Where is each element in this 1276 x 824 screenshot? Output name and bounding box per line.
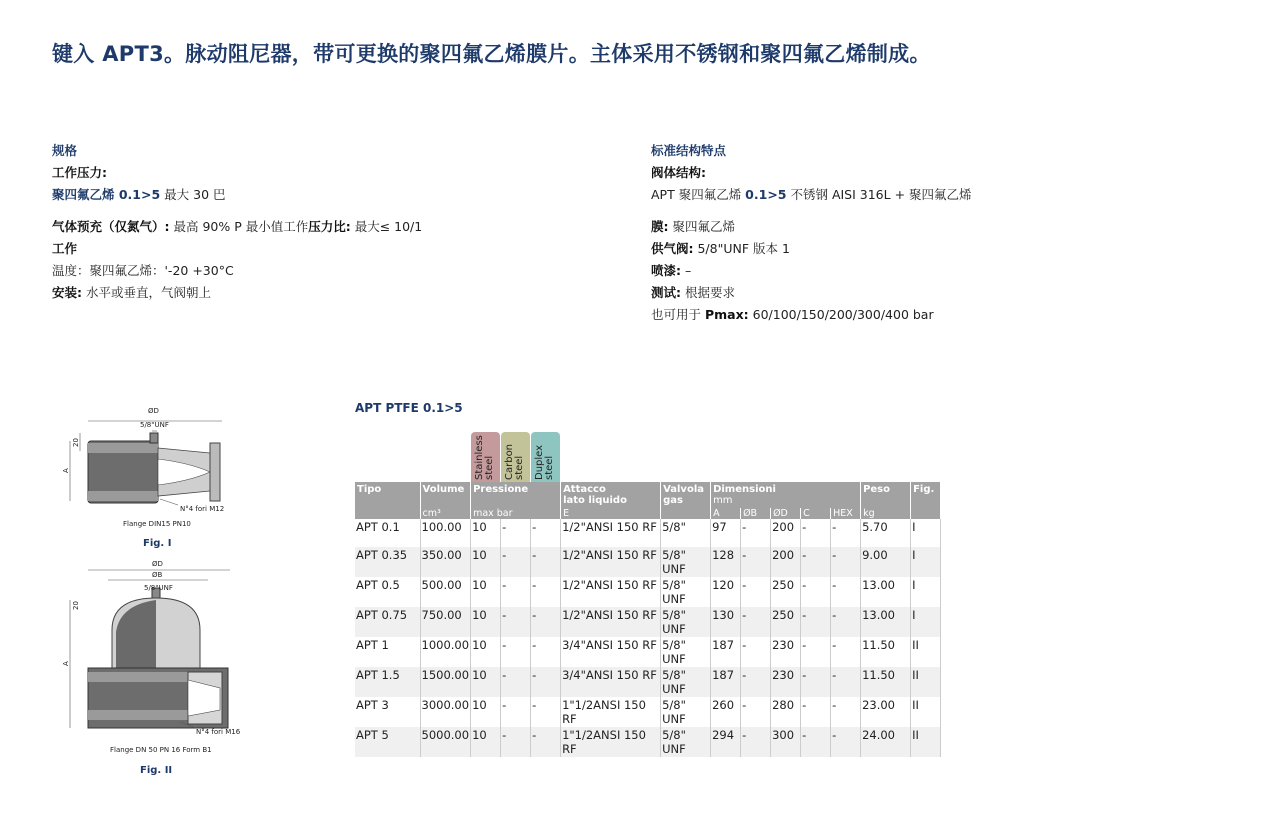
cell-attacco: 3/4"ANSI 150 RF	[561, 637, 661, 667]
cell-attacco: 1/2"ANSI 150 RF	[561, 547, 661, 577]
header-pressione: Pressione	[471, 482, 561, 508]
cell-fig: II	[911, 637, 941, 667]
cell-volume: 5000.00	[420, 727, 471, 757]
cell-valvola: 5/8" UNF	[661, 727, 711, 757]
cell-valvola: 5/8" UNF	[661, 697, 711, 727]
membrane-label: 膜:	[651, 219, 669, 234]
cell-hex: -	[831, 547, 861, 577]
cell-cc: -	[801, 607, 831, 637]
cell-od: 280	[771, 697, 801, 727]
cell-hex: -	[831, 727, 861, 757]
cell-valvola: 5/8" UNF	[661, 607, 711, 637]
cell-fig: I	[911, 547, 941, 577]
figure-2-drawing	[60, 560, 250, 760]
cell-valvola: 5/8" UNF	[661, 547, 711, 577]
cell-p: 10	[471, 547, 501, 577]
cell-od: 250	[771, 607, 801, 637]
cell-attacco: 1"1/2ANSI 150 RF	[561, 697, 661, 727]
material-tab-carbon-label: Carbon steel	[504, 443, 525, 480]
membrane-value: 聚四氟乙烯	[668, 219, 735, 234]
header-fig: Fig.	[911, 482, 941, 508]
cell-b: -	[741, 697, 771, 727]
unit-attacco: E	[561, 508, 661, 519]
header-valvola: Valvola gas	[661, 482, 711, 508]
cell-peso: 24.00	[861, 727, 911, 757]
cell-fig: I	[911, 607, 941, 637]
cell-od: 230	[771, 667, 801, 697]
cell-c: -	[501, 727, 531, 757]
cell-b: -	[741, 519, 771, 547]
cell-d: -	[531, 697, 561, 727]
cell-od: 200	[771, 519, 801, 547]
cell-d: -	[531, 727, 561, 757]
fig2-ob-label: ØB	[152, 571, 163, 579]
also-label: Pmax:	[704, 307, 749, 322]
ratio-label: 压力比:	[308, 219, 351, 234]
material-tab-stainless-label: Stainless steel	[474, 435, 495, 480]
cell-volume: 1500.00	[420, 667, 471, 697]
cell-tipo: APT 1.5	[355, 667, 420, 697]
cell-cc: -	[801, 577, 831, 607]
cell-od: 200	[771, 547, 801, 577]
unit-peso: kg	[861, 508, 911, 519]
cell-p: 10	[471, 519, 501, 547]
table-row	[355, 727, 941, 757]
table-row	[355, 697, 941, 727]
cell-cc: -	[801, 637, 831, 667]
cell-od: 250	[771, 577, 801, 607]
fig1-holes-label: N°4 fori M12	[180, 505, 225, 513]
cell-peso: 13.00	[861, 577, 911, 607]
header-dimensioni-unit: mm	[713, 495, 733, 506]
pressure-model: 聚四氟乙烯 0.1>5	[52, 187, 161, 202]
specs-heading: 规格	[52, 143, 78, 158]
cell-a: 260	[711, 697, 741, 727]
valve-value: 5/8"UNF 版本 1	[693, 241, 790, 256]
table-row	[355, 667, 941, 697]
fig1-a-label: A	[62, 468, 70, 473]
cell-c: -	[501, 697, 531, 727]
cell-c: -	[501, 607, 531, 637]
cell-peso: 23.00	[861, 697, 911, 727]
header-dimensioni-label: Dimensioni	[713, 484, 776, 495]
cell-d: -	[531, 607, 561, 637]
unit-valvola	[661, 508, 711, 519]
cell-attacco: 1/2"ANSI 150 RF	[561, 577, 661, 607]
precharge-value: 最高 90% P 最小值工作	[169, 219, 309, 234]
cell-a: 187	[711, 637, 741, 667]
unit-hex: HEX	[831, 508, 861, 519]
fig1-caption: Fig. I	[143, 538, 172, 549]
cell-tipo: APT 5	[355, 727, 420, 757]
cell-peso: 11.50	[861, 667, 911, 697]
table-title: APT PTFE 0.1>5	[355, 401, 463, 415]
test-value: 根据要求	[681, 285, 735, 300]
table-row	[355, 577, 941, 607]
cell-od: 300	[771, 727, 801, 757]
cell-a: 128	[711, 547, 741, 577]
fig1-flange-label: Flange DIN15 PN10	[123, 520, 191, 528]
specs-section	[52, 140, 422, 304]
cell-cc: -	[801, 727, 831, 757]
unit-volume: cm³	[420, 508, 471, 519]
unit-fig	[911, 508, 941, 519]
working-pressure-label: 工作压力:	[52, 165, 107, 180]
also-prefix: 也可用于	[651, 307, 705, 322]
cell-volume: 1000.00	[420, 637, 471, 667]
cell-attacco: 3/4"ANSI 150 RF	[561, 667, 661, 697]
cell-c: -	[501, 519, 531, 547]
ratio-value: 最大≤ 10/1	[350, 219, 423, 234]
pressure-value: 最大 30 巴	[160, 187, 226, 202]
cell-hex: -	[831, 697, 861, 727]
cell-tipo: APT 0.35	[355, 547, 420, 577]
material-tab-stainless	[471, 432, 500, 482]
cell-hex: -	[831, 637, 861, 667]
header-volume: Volume	[420, 482, 471, 508]
cell-p: 10	[471, 727, 501, 757]
cell-volume: 750.00	[420, 607, 471, 637]
cell-fig: II	[911, 667, 941, 697]
cell-p: 10	[471, 637, 501, 667]
cell-attacco: 1"1/2ANSI 150 RF	[561, 727, 661, 757]
cell-p: 10	[471, 577, 501, 607]
header-dimensioni	[711, 482, 861, 508]
cell-valvola: 5/8" UNF	[661, 577, 711, 607]
page-title: 键入 APT3。脉动阻尼器，带可更换的聚四氟乙烯膜片。主体采用不锈钢和聚四氟乙烯制成。	[52, 42, 931, 66]
cell-volume: 500.00	[420, 577, 471, 607]
fig1-od-label: ØD	[148, 407, 159, 415]
body-prefix: APT 聚四氟乙烯	[651, 187, 746, 202]
cell-hex: -	[831, 519, 861, 547]
table-row	[355, 637, 941, 667]
cell-tipo: APT 0.5	[355, 577, 420, 607]
material-tab-carbon	[501, 432, 530, 482]
cell-d: -	[531, 637, 561, 667]
cell-a: 130	[711, 607, 741, 637]
cell-fig: I	[911, 519, 941, 547]
valve-label: 供气阀:	[651, 241, 694, 256]
cell-peso: 9.00	[861, 547, 911, 577]
cell-fig: II	[911, 727, 941, 757]
cell-p: 10	[471, 697, 501, 727]
unit-c: C	[801, 508, 831, 519]
cell-attacco: 1/2"ANSI 150 RF	[561, 519, 661, 547]
cell-attacco: 1/2"ANSI 150 RF	[561, 607, 661, 637]
cell-a: 120	[711, 577, 741, 607]
cell-cc: -	[801, 519, 831, 547]
cell-c: -	[501, 577, 531, 607]
cell-fig: I	[911, 577, 941, 607]
fig2-unf-label: 5/8"UNF	[144, 584, 173, 592]
cell-valvola: 5/8" UNF	[661, 667, 711, 697]
cell-a: 294	[711, 727, 741, 757]
fig1-20-label: 20	[72, 438, 80, 447]
cell-p: 10	[471, 607, 501, 637]
cell-b: -	[741, 607, 771, 637]
cell-d: -	[531, 547, 561, 577]
fig2-od-label: ØD	[152, 560, 163, 568]
cell-d: -	[531, 667, 561, 697]
body-suffix: 不锈钢 AISI 316L + 聚四氟乙烯	[786, 187, 972, 202]
cell-volume: 350.00	[420, 547, 471, 577]
cell-hex: -	[831, 607, 861, 637]
fig2-a-label: A	[62, 661, 70, 666]
temperature-text: 温度：聚四氟乙烯：'-20 +30°C	[52, 263, 234, 278]
material-tab-duplex-label: Duplex steel	[534, 444, 555, 480]
table-body	[355, 519, 941, 757]
product-table	[355, 482, 941, 757]
fig2-20-label: 20	[72, 601, 80, 610]
material-tab-duplex	[531, 432, 560, 482]
cell-fig: II	[911, 697, 941, 727]
unit-pressure: max bar	[471, 508, 561, 519]
cell-a: 97	[711, 519, 741, 547]
cell-b: -	[741, 727, 771, 757]
install-value: 水平或垂直，气阀朝上	[82, 285, 211, 300]
cell-a: 187	[711, 667, 741, 697]
cell-peso: 11.50	[861, 637, 911, 667]
also-value: 60/100/150/200/300/400 bar	[748, 307, 934, 322]
paint-label: 喷漆:	[651, 263, 681, 278]
cell-b: -	[741, 577, 771, 607]
cell-d: -	[531, 577, 561, 607]
fig2-holes-label: N°4 fori M16	[196, 728, 241, 736]
work-label: 工作	[52, 241, 78, 256]
fig2-flange-label: Flange DN 50 PN 16 Form B1	[110, 746, 212, 754]
table-row	[355, 607, 941, 637]
precharge-label: 气体预充（仅氮气）:	[52, 219, 170, 234]
cell-valvola: 5/8"	[661, 519, 711, 547]
cell-c: -	[501, 667, 531, 697]
body-label: 阀体结构:	[651, 165, 706, 180]
cell-tipo: APT 0.1	[355, 519, 420, 547]
cell-volume: 100.00	[420, 519, 471, 547]
header-attacco: Attacco lato liquido	[561, 482, 661, 508]
table-row	[355, 547, 941, 577]
cell-p: 10	[471, 667, 501, 697]
unit-a: A	[711, 508, 741, 519]
install-label: 安装:	[52, 285, 82, 300]
body-model: 0.1>5	[745, 187, 787, 202]
cell-cc: -	[801, 697, 831, 727]
cell-c: -	[501, 547, 531, 577]
cell-tipo: APT 1	[355, 637, 420, 667]
unit-b: ØB	[741, 508, 771, 519]
cell-c: -	[501, 637, 531, 667]
unit-blank	[355, 508, 420, 519]
paint-value: –	[681, 263, 692, 278]
cell-hex: -	[831, 577, 861, 607]
cell-valvola: 5/8" UNF	[661, 637, 711, 667]
cell-peso: 5.70	[861, 519, 911, 547]
cell-volume: 3000.00	[420, 697, 471, 727]
cell-peso: 13.00	[861, 607, 911, 637]
fig2-caption: Fig. II	[140, 765, 173, 776]
cell-d: -	[531, 519, 561, 547]
cell-tipo: APT 3	[355, 697, 420, 727]
cell-b: -	[741, 637, 771, 667]
cell-cc: -	[801, 547, 831, 577]
cell-b: -	[741, 547, 771, 577]
features-heading: 标准结构特点	[651, 143, 727, 158]
cell-tipo: APT 0.75	[355, 607, 420, 637]
features-section	[651, 140, 972, 326]
header-tipo: Tipo	[355, 482, 420, 508]
cell-cc: -	[801, 667, 831, 697]
unit-d: ØD	[771, 508, 801, 519]
cell-od: 230	[771, 637, 801, 667]
figure-1-drawing	[60, 403, 250, 528]
cell-hex: -	[831, 667, 861, 697]
table-row	[355, 519, 941, 547]
fig1-unf-label: 5/8"UNF	[140, 421, 169, 429]
cell-b: -	[741, 667, 771, 697]
header-peso: Peso	[861, 482, 911, 508]
test-label: 测试:	[651, 285, 681, 300]
